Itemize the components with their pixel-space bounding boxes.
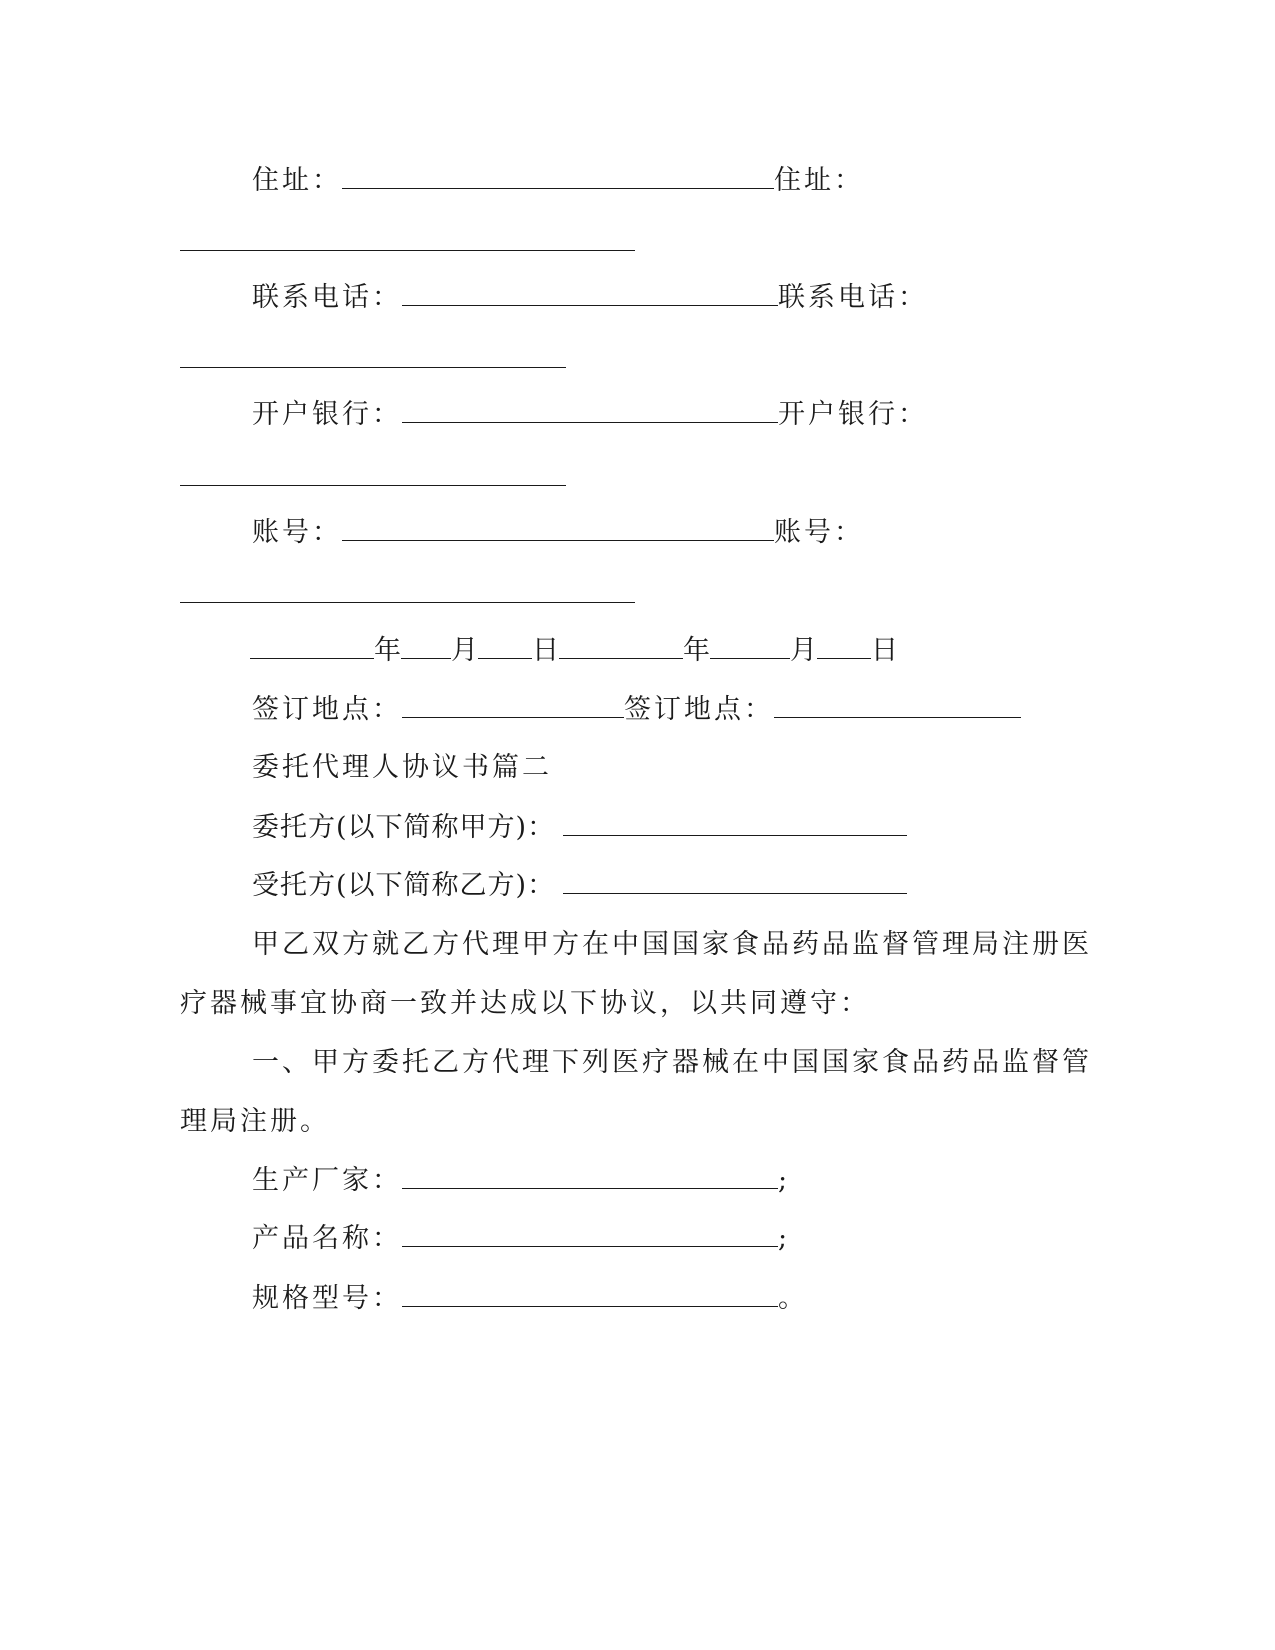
account-blank-b[interactable] [180, 602, 635, 603]
account-label-a: 账号： [252, 517, 342, 548]
year-blank-a[interactable] [250, 634, 374, 659]
product-name-row [252, 1222, 790, 1256]
account-blank-a[interactable] [342, 516, 774, 541]
model-end: 。 [778, 1283, 808, 1314]
manufacturer-row [252, 1164, 790, 1198]
bank-blank-a[interactable] [402, 398, 778, 423]
principal-label: 委托方(以下简称甲方)： [252, 812, 556, 843]
month-blank-a[interactable] [401, 634, 451, 659]
address-blank-b[interactable] [180, 250, 635, 251]
intro-line-2: 疗器械事宜协商一致并达成以下协议，以共同遵守： [180, 988, 870, 1019]
day-blank-b[interactable] [817, 634, 871, 659]
month-blank-b[interactable] [710, 634, 790, 659]
sign-place-label-a: 签订地点： [252, 694, 402, 725]
sign-place-label-b: 签订地点： [624, 694, 774, 725]
sign-place-row [252, 693, 1021, 727]
model-label: 规格型号： [252, 1283, 402, 1314]
account-row [252, 516, 864, 550]
bank-label-b: 开户银行： [778, 399, 928, 430]
year-label-a: 年 [374, 635, 401, 666]
month-label-b: 月 [790, 635, 817, 666]
product-name-blank[interactable] [402, 1222, 778, 1247]
phone-blank-a[interactable] [402, 281, 778, 306]
phone-label-b: 联系电话： [778, 282, 928, 313]
manufacturer-blank[interactable] [402, 1164, 778, 1189]
phone-label-a: 联系电话： [252, 282, 402, 313]
clause-1-line-2: 理局注册。 [180, 1106, 330, 1137]
model-blank[interactable] [402, 1282, 778, 1307]
bank-blank-b[interactable] [180, 485, 566, 486]
principal-row [252, 811, 907, 845]
model-row [252, 1282, 808, 1316]
agent-row [252, 869, 907, 903]
address-row [252, 164, 864, 198]
product-name-end: ; [778, 1223, 791, 1254]
phone-blank-b[interactable] [180, 367, 566, 368]
month-label-a: 月 [451, 635, 478, 666]
year-blank-b[interactable] [559, 634, 683, 659]
intro-line-1: 甲乙双方就乙方代理甲方在中国国家食品药品监督管理局注册医 [252, 929, 1092, 960]
address-label-a: 住址： [252, 165, 342, 196]
year-label-b: 年 [683, 635, 710, 666]
sign-place-blank-b[interactable] [774, 693, 1021, 718]
date-row [250, 634, 898, 668]
bank-row [252, 398, 928, 432]
day-label-a: 日 [532, 635, 559, 666]
product-name-label: 产品名称： [252, 1223, 402, 1254]
bank-label-a: 开户银行： [252, 399, 402, 430]
manufacturer-label: 生产厂家： [252, 1165, 402, 1196]
manufacturer-end: ; [778, 1165, 791, 1196]
sign-place-blank-a[interactable] [402, 693, 624, 718]
account-label-b: 账号： [774, 517, 864, 548]
section-title: 委托代理人协议书篇二 [252, 752, 552, 783]
clause-1-line-1: 一、甲方委托乙方代理下列医疗器械在中国国家食品药品监督管 [252, 1047, 1092, 1078]
principal-blank[interactable] [563, 811, 907, 836]
agent-label: 受托方(以下简称乙方)： [252, 870, 556, 901]
phone-row [252, 281, 928, 315]
agent-blank[interactable] [563, 869, 907, 894]
address-label-b: 住址： [774, 165, 864, 196]
day-blank-a[interactable] [478, 634, 532, 659]
day-label-b: 日 [871, 635, 898, 666]
address-blank-a[interactable] [342, 164, 774, 189]
